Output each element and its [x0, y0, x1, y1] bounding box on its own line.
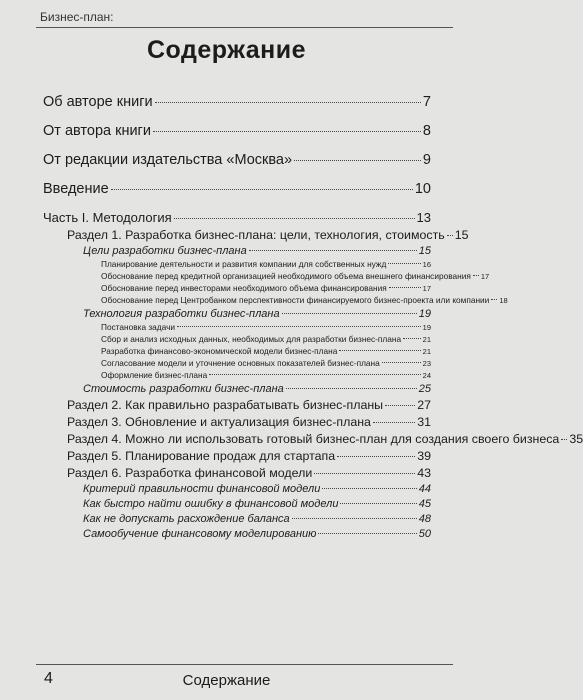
toc-entry-page: 31 — [417, 415, 431, 429]
toc-entry — [43, 449, 431, 464]
toc-entry — [43, 513, 431, 526]
toc-entry-page: 50 — [418, 528, 431, 540]
toc-entry — [43, 415, 431, 430]
toc-entry — [43, 119, 431, 143]
toc-entry-page: 17 — [422, 284, 431, 293]
toc-entry — [43, 358, 431, 369]
toc-leader-dots — [403, 338, 421, 339]
toc-entry-title: Раздел 6. Разработка финансовой модели — [67, 466, 313, 480]
toc-entry — [43, 90, 431, 114]
toc-entry-title: Обоснование перед кредитной организацией необходимого объема внешнего финансирования — [101, 271, 471, 281]
toc-leader-dots — [294, 160, 421, 161]
toc-entry-title: Раздел 5. Планирование продаж для стартапа — [67, 449, 336, 463]
toc-entry-title: Обоснование перед инвесторами необходимого объема финансирования — [101, 283, 387, 293]
table-of-contents — [43, 90, 583, 541]
toc-entry — [43, 483, 431, 496]
footer-section-title: Содержание — [182, 672, 271, 689]
toc-entry — [43, 466, 431, 481]
toc-leader-dots — [155, 102, 421, 103]
toc-entry — [43, 308, 431, 321]
toc-entry-page: 9 — [422, 152, 431, 168]
toc-entry-title: Самообучение финансовому моделированию — [83, 528, 317, 540]
toc-leader-dots — [337, 456, 415, 457]
toc-entry — [43, 334, 431, 345]
toc-leader-dots — [339, 350, 420, 351]
toc-entry — [43, 528, 431, 541]
toc-entry-page: 21 — [422, 335, 431, 344]
toc-entry-title: Часть I. Методология — [43, 210, 172, 225]
toc-entry-page: 45 — [418, 498, 431, 510]
toc-entry-title: Постановка задачи — [101, 322, 176, 332]
toc-entry-title: Как не допускать расхождение баланса — [83, 513, 290, 525]
toc-entry — [43, 271, 490, 282]
toc-entry-page: 35 — [569, 432, 583, 446]
toc-leader-dots — [388, 263, 420, 264]
toc-entry-page: 19 — [422, 323, 431, 332]
page-title: Содержание — [146, 36, 307, 64]
toc-leader-dots — [209, 374, 420, 375]
toc-leader-dots — [561, 439, 567, 440]
toc-entry — [43, 295, 508, 306]
toc-entry-page: 44 — [418, 483, 431, 495]
toc-entry — [43, 245, 431, 258]
toc-entry-title: Об авторе книги — [43, 94, 153, 110]
toc-entry-page: 15 — [454, 228, 469, 242]
toc-leader-dots — [177, 326, 421, 327]
toc-entry-page: 15 — [418, 245, 431, 257]
toc-leader-dots — [249, 250, 417, 251]
toc-entry — [43, 206, 431, 226]
toc-entry-page: 18 — [499, 296, 508, 305]
toc-entry-title: Как быстро найти ошибку в финансовой модели — [83, 498, 339, 510]
toc-leader-dots — [447, 235, 453, 236]
toc-entry-page: 39 — [417, 449, 431, 463]
toc-leader-dots — [385, 405, 415, 406]
toc-leader-dots — [282, 313, 417, 314]
toc-entry-title: Критерий правильности финансовой модели — [83, 483, 321, 495]
toc-entry-page: 13 — [416, 210, 431, 225]
toc-leader-dots — [373, 422, 415, 423]
toc-entry-title: От редакции издательства «Москва» — [43, 152, 293, 168]
toc-leader-dots — [292, 518, 417, 519]
toc-entry-page: 43 — [417, 466, 431, 480]
toc-entry-page: 17 — [480, 272, 490, 281]
toc-leader-dots — [389, 287, 421, 288]
toc-entry-title: Обоснование перед Центробанком перспективности финансируемого бизнес-проекта или компании — [101, 295, 490, 305]
toc-entry — [43, 370, 431, 381]
toc-leader-dots — [382, 362, 421, 363]
toc-entry-page: 10 — [414, 181, 431, 197]
toc-entry-title: Раздел 3. Обновление и актуализация бизнес-плана — [67, 415, 371, 429]
toc-leader-dots — [314, 473, 415, 474]
toc-entry-title: Технология разработки бизнес-плана — [83, 308, 280, 320]
toc-entry-title: Раздел 2. Как правильно разрабатывать бизнес-планы — [67, 398, 384, 412]
toc-leader-dots — [318, 533, 416, 534]
toc-leader-dots — [473, 275, 479, 276]
header-rule — [36, 27, 453, 28]
toc-entry — [43, 498, 431, 511]
toc-leader-dots — [322, 488, 416, 489]
footer-rule — [36, 664, 453, 665]
toc-entry-title: Стоимость разработки бизнес-плана — [83, 383, 284, 395]
toc-entry-title: Согласование модели и уточнение основных показателей бизнес-плана — [101, 358, 380, 368]
toc-entry — [43, 346, 431, 357]
toc-entry-page: 21 — [422, 347, 431, 356]
toc-entry — [43, 177, 431, 201]
toc-entry-page: 19 — [418, 308, 431, 320]
toc-leader-dots — [491, 299, 497, 300]
toc-entry-title: Сбор и анализ исходных данных, необходимых для разработки бизнес-плана — [101, 334, 402, 344]
toc-entry-page: 24 — [422, 371, 431, 380]
toc-entry-title: Разработка финансово-экономической модели бизнес-плана — [101, 346, 338, 356]
toc-entry-title: Раздел 4. Можно ли использовать готовый бизнес-план для создания своего бизнеса — [67, 432, 560, 446]
toc-entry-title: Цели разработки бизнес-плана — [83, 245, 247, 257]
toc-entry-title: Раздел 1. Разработка бизнес-плана: цели, технология, стоимость — [67, 228, 445, 242]
toc-entry-page: 23 — [422, 359, 431, 368]
toc-entry-title: Планирование деятельности и развития компании для собственных нужд — [101, 259, 387, 269]
toc-leader-dots — [174, 218, 415, 219]
toc-entry — [43, 148, 431, 172]
running-header: Бизнес-план: — [40, 10, 114, 24]
toc-entry — [43, 322, 431, 333]
toc-entry-title: От автора книги — [43, 123, 151, 139]
toc-entry-page: 27 — [417, 398, 431, 412]
toc-entry-page: 25 — [418, 383, 431, 395]
toc-entry — [43, 398, 431, 413]
toc-entry-title: Оформление бизнес-плана — [101, 370, 208, 380]
toc-leader-dots — [340, 503, 416, 504]
toc-entry-page: 16 — [422, 260, 431, 269]
toc-entry — [43, 383, 431, 396]
toc-entry-title: Введение — [43, 181, 109, 197]
toc-leader-dots — [111, 189, 413, 190]
toc-entry — [43, 228, 469, 243]
toc-leader-dots — [286, 388, 417, 389]
toc-entry — [43, 432, 583, 447]
toc-entry — [43, 259, 431, 270]
toc-entry-page: 7 — [422, 94, 431, 110]
toc-leader-dots — [153, 131, 421, 132]
toc-entry — [43, 283, 431, 294]
footer-page-number: 4 — [44, 670, 53, 687]
toc-entry-page: 8 — [422, 123, 431, 139]
toc-entry-page: 48 — [418, 513, 431, 525]
